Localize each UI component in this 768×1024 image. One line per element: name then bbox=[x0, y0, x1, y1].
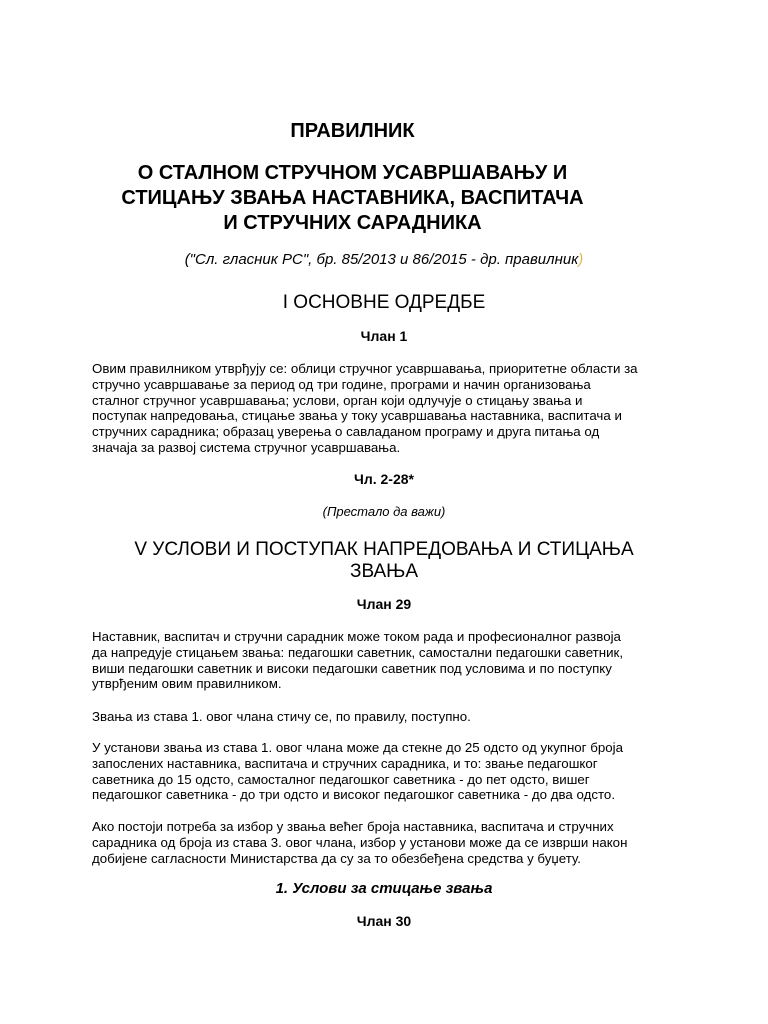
repealed-note: (Престало да важи) bbox=[322, 504, 446, 519]
article-heading: Члан 1 bbox=[360, 328, 408, 344]
article-1-paragraph bbox=[92, 361, 692, 456]
subtitle-line: О СТАЛНОМ СТРУЧНОМ УСАВРШАВАЊУ И bbox=[137, 162, 568, 184]
text-line: сарадника од броја из става 3. овог члана, избор у установи може да се изврши након bbox=[92, 834, 628, 850]
gazette-link-paren[interactable]: ) bbox=[578, 251, 584, 268]
section-heading-line: V УСЛОВИ И ПОСТУПАК НАПРЕДОВАЊА И СТИЦАЊА bbox=[134, 539, 634, 560]
text-line: запослених наставника, васпитача и стручних сарадника, и то: звање педагошког bbox=[92, 755, 598, 771]
document-subtitle bbox=[0, 161, 705, 236]
subtitle-line: СТИЦАЊУ ЗВАЊА НАСТАВНИКА, ВАСПИТАЧА bbox=[121, 187, 584, 209]
text-line: Звања из става 1. овог члана стичу се, по правилу, поступно. bbox=[92, 709, 471, 724]
text-line: У установи звања из става 1. овог члана може да стекне до 25 одсто од укупног броја bbox=[92, 740, 623, 755]
text-line: добијене сагласности Министарства да су за то обезбеђена средства у буџету. bbox=[92, 850, 581, 866]
section-heading bbox=[0, 539, 768, 583]
article-heading: Чл. 2-28* bbox=[354, 471, 414, 487]
text-line: поступак напредовања, стицање звања у току усавршавања наставника, васпитача и bbox=[92, 408, 622, 424]
text-line: сталног стручног усавршавања; услови, орган који одлучује о стицању звања и bbox=[92, 392, 583, 408]
subtitle-line: И СТРУЧНИХ САРАДНИКА bbox=[223, 212, 482, 234]
text-line: значаја за развој система стручног усавршавања. bbox=[92, 439, 401, 455]
section-heading: I ОСНОВНЕ ОДРЕДБЕ bbox=[282, 292, 486, 313]
article-29-paragraph-3 bbox=[92, 740, 692, 803]
text-line: стручних сарадника; образац уверења о савладаном програму и друга питања од bbox=[92, 424, 600, 440]
subsection-heading: 1. Услови за стицање звања bbox=[275, 880, 493, 897]
text-line: Наставник, васпитач и стручни сарадник може током рада и професионалног развоја bbox=[92, 629, 621, 644]
article-29-paragraph-4 bbox=[92, 819, 692, 866]
article-29-paragraph-1 bbox=[92, 629, 692, 692]
gazette-reference bbox=[0, 251, 768, 268]
text-line: виши педагошки саветник и високи педагошки саветник под условима и по поступку bbox=[92, 660, 612, 676]
text-line: Овим правилником утврђују се: облици стручног усавршавања, приоритетне области за bbox=[92, 361, 638, 376]
text-line: Ако постоји потреба за избор у звања већег броја наставника, васпитача и стручних bbox=[92, 819, 614, 834]
article-heading: Члан 30 bbox=[356, 913, 412, 929]
section-heading-line: ЗВАЊА bbox=[349, 561, 419, 582]
text-line: педагошког саветника - до три одсто и високог педагошког саветника - до два одсто. bbox=[92, 787, 616, 803]
gazette-text: ("Сл. гласник РС", бр. 85/2013 и 86/2015 - др. правилник bbox=[184, 251, 579, 268]
article-29-paragraph-2 bbox=[92, 709, 692, 725]
text-line: саветника до 15 одсто, самосталног педагошког саветника - до пет одсто, вишег bbox=[92, 771, 590, 787]
text-line: утврђеним овим правилником. bbox=[92, 676, 282, 692]
text-line: да напредује стицањем звања: педагошки саветник, самостални педагошки саветник, bbox=[92, 644, 624, 660]
article-heading: Члан 29 bbox=[356, 596, 412, 612]
document-title: ПРАВИЛНИК bbox=[290, 120, 415, 142]
text-line: стручно усавршавање за период од три године, програми и начин организовања bbox=[92, 376, 591, 392]
